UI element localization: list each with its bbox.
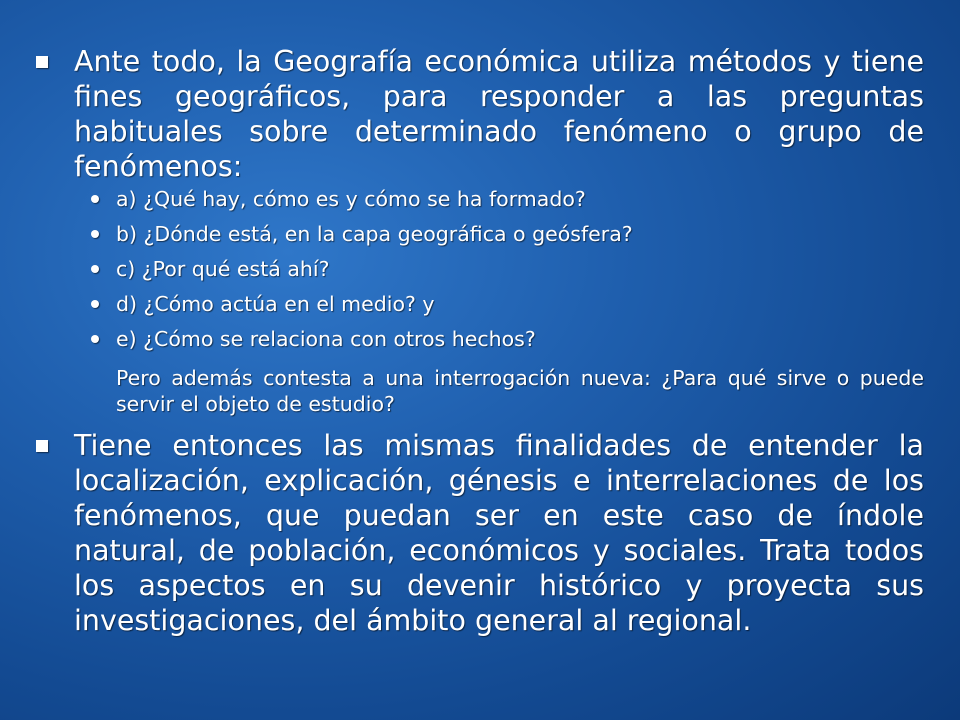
continuation-paragraph: Pero además contesta a una interrogación nueva: ¿Para qué sirve o puede servir el objeto de estudio? bbox=[116, 366, 924, 416]
main-bullet-text: Ante todo, la Geografía económica utiliza métodos y tiene fines geográficos, para responder a las preguntas habituales sobre determinado fenómeno o grupo de fenómenos: bbox=[74, 45, 924, 183]
main-bullet-2 bbox=[36, 428, 924, 638]
list-item bbox=[91, 186, 924, 221]
list-item-text: e) ¿Cómo se relaciona con otros hechos? bbox=[116, 327, 536, 351]
dot-bullet-icon bbox=[91, 265, 99, 273]
dot-bullet-icon bbox=[91, 195, 99, 203]
list-item-text: a) ¿Qué hay, cómo es y cómo se ha formado? bbox=[116, 187, 586, 211]
dot-bullet-icon bbox=[91, 230, 99, 238]
list-item-text: c) ¿Por qué está ahí? bbox=[116, 257, 330, 281]
list-item bbox=[91, 221, 924, 256]
main-bullet-1 bbox=[36, 44, 924, 184]
list-item-text: d) ¿Cómo actúa en el medio? y bbox=[116, 292, 435, 316]
list-item bbox=[91, 291, 924, 326]
sub-list bbox=[91, 186, 924, 361]
square-bullet-icon bbox=[36, 440, 48, 452]
square-bullet-icon bbox=[36, 56, 48, 68]
list-item bbox=[91, 256, 924, 291]
main-bullet-text: Tiene entonces las mismas finalidades de entender la localización, explicación, génesis e interrelaciones de los fenómenos, que puedan ser en este caso de índole natural, de población, económicos y sociales. Trata todos los aspectos en su devenir histórico y proyecta sus investigaciones, del ámbito general al regional. bbox=[74, 429, 924, 637]
dot-bullet-icon bbox=[91, 335, 99, 343]
dot-bullet-icon bbox=[91, 300, 99, 308]
list-item-text: b) ¿Dónde está, en la capa geográfica o geósfera? bbox=[116, 222, 633, 246]
list-item bbox=[91, 326, 924, 361]
